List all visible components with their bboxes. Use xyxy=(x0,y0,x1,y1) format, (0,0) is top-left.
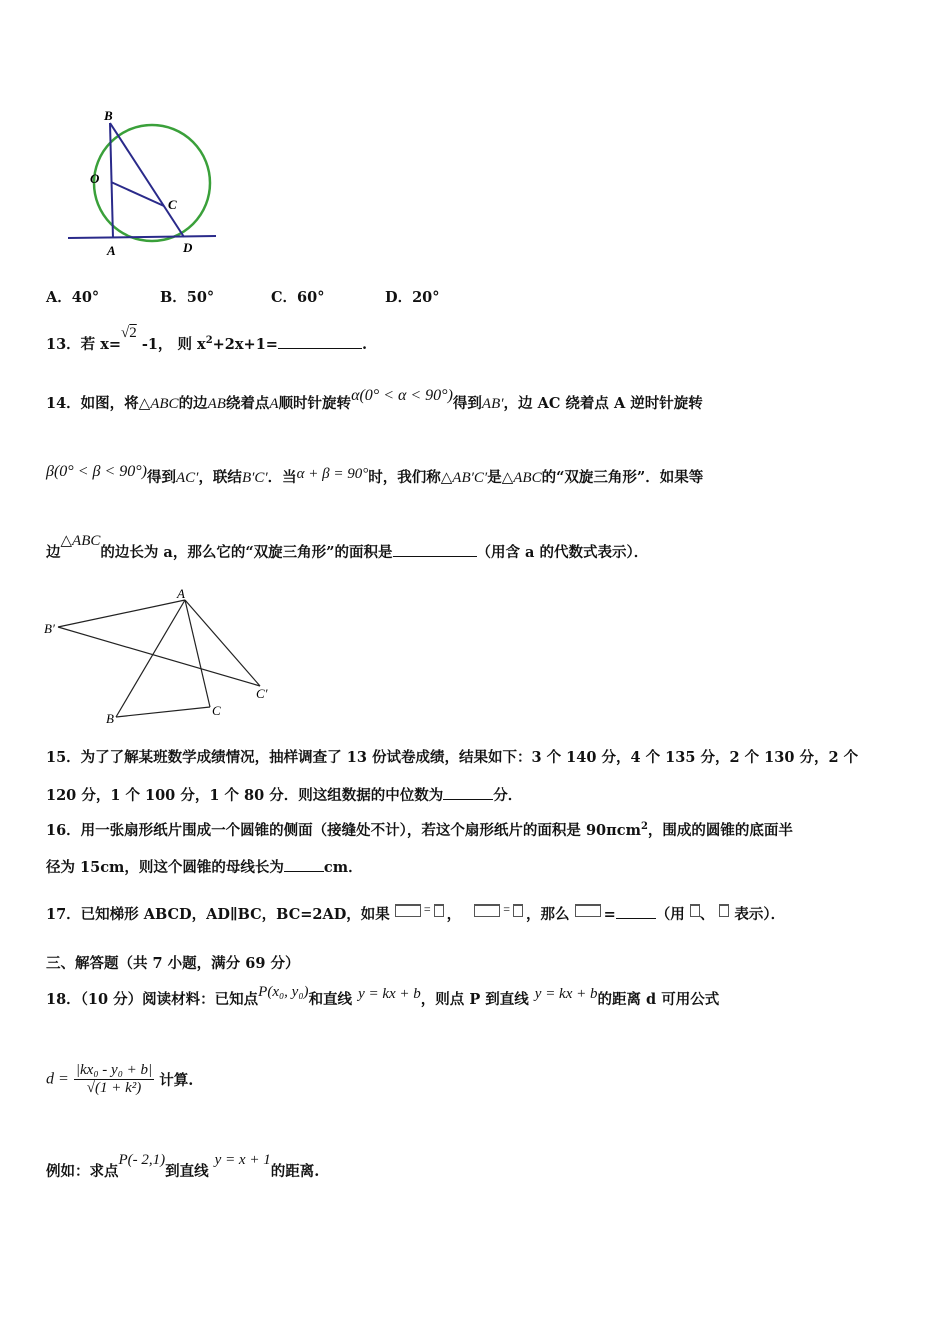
option-b: B．50° xyxy=(160,289,215,306)
question-18-example: 例如：求点P(- 2,1)到直线y = x + 1的距离. xyxy=(46,1152,320,1180)
question-15-line1: 15．为了了解某班数学成绩情况，抽样调查了 13 份试卷成绩，结果如下：3 个 140 分，4 个 135 分，2 个 130 分，2 个 xyxy=(46,749,859,766)
rotation-triangle-figure xyxy=(40,586,280,731)
question-16-line1: 16．用一张扇形纸片围成一个圆锥的侧面（接缝处不计），若这个扇形纸片的面积是 90πcm$^2$，围成的圆锥的底面半 xyxy=(46,821,793,839)
tangent-line xyxy=(68,236,216,238)
question-14-line1: 14．如图，将△ABC的边AB绕着点A顺时针旋转α(0° < α < 90°)得到AB′，边 AC 绕着点 A 逆时针旋转 xyxy=(46,387,703,412)
label-b: B xyxy=(104,108,113,123)
label-b-prime: B′ xyxy=(44,621,55,636)
line-bd xyxy=(110,123,184,237)
circle-tangent-figure xyxy=(40,105,230,260)
label-c: C xyxy=(212,703,221,718)
distance-formula: d = $\frac{\text{|kx₀ - y₀ + b|}}{\text{√(1 + k²)}}$ 计算. xyxy=(46,1062,194,1096)
seg-bp-a xyxy=(58,600,185,627)
seg-a-cp xyxy=(185,600,260,686)
vector-eq-2: = xyxy=(474,902,526,916)
section-3-heading: 三、解答题（共 7 小题，满分 69 分） xyxy=(46,955,300,972)
seg-bp-cp xyxy=(58,627,260,686)
question-14-line2: β(0° < β < 90°)得到AC′，联结B′C′．当α + β = 90°时，我们称△AB′C′是△ABC的“双旋三角形”．如果等 xyxy=(46,463,704,486)
label-b: B xyxy=(106,711,114,726)
label-c-prime: C′ xyxy=(256,686,268,701)
question-14-line3: 边△ABC的边长为 a，那么它的“双旋三角形”的面积是 （用含 a 的代数式表示）． xyxy=(46,533,649,561)
vector-eq-1: = xyxy=(395,902,447,916)
seg-a-b xyxy=(116,600,185,717)
question-18-line1: 18．（10 分）阅读材料：已知点P(x₀, y₀)和直线 y = kx + b，则点 P 到直线 y = kx + b的距离 d 可用公式 xyxy=(46,984,720,1008)
label-o: O xyxy=(90,171,100,186)
option-d: D．20° xyxy=(385,289,440,306)
label-c: C xyxy=(168,197,177,212)
question-17: 17．已知梯形 ABCD，AD∥BC，BC=2AD，如果 = ， = ，那么 = （用 、 表示）． xyxy=(46,902,786,923)
label-a: A xyxy=(177,586,185,601)
question-15-line2: 120 分，1 个 100 分，1 个 80 分．则这组数据的中位数为 分． xyxy=(46,787,523,804)
option-c: C．60° xyxy=(271,289,325,306)
seg-a-c xyxy=(185,600,210,707)
label-d: D xyxy=(183,240,193,255)
option-a: A．40° xyxy=(46,289,100,306)
label-a: A xyxy=(107,243,116,258)
seg-b-c xyxy=(116,707,210,717)
vector-result xyxy=(575,902,604,916)
question-16-line2: 径为 15cm，则这个圆锥的母线长为 cm． xyxy=(46,859,363,876)
question-13: 13．若 x=√2 -1， 则 $x^2+2x+1=$ . xyxy=(46,325,367,353)
